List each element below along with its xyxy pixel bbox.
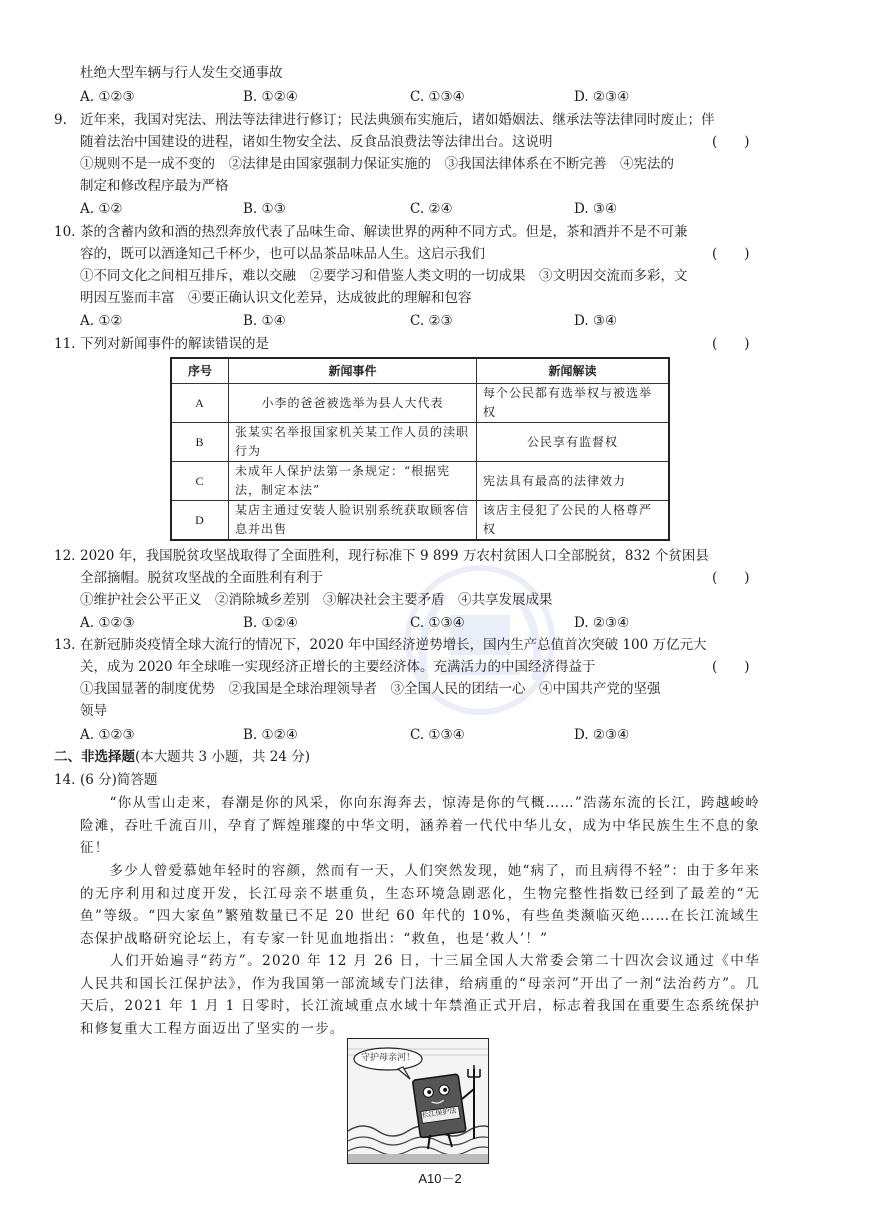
table-row: [171, 501, 669, 541]
q13-number: 13.: [54, 637, 76, 653]
q10-option-b[interactable]: B. ①④: [243, 313, 286, 329]
q9-option-c[interactable]: C. ②④: [410, 201, 453, 217]
q11-line-1: 下列对新闻事件的解读错误的是: [80, 336, 269, 352]
q9-line-2: 随着法治中国建设的进程，诸如生物安全法、反食品浪费法等法律出台。这说明: [80, 134, 553, 150]
q12-number: 12.: [54, 548, 76, 564]
q12-option-a[interactable]: A. ①②③: [80, 615, 135, 631]
q8-options: [80, 86, 760, 108]
table-cell-index: C: [171, 462, 229, 501]
table-cell-event: 小李的爸爸被选举为县人大代表: [229, 384, 477, 423]
q14-paragraph-3: 人们开始遍寻“药方”。2020 年 12 月 26 日，十三届全国人大常委会第二十四次会议通过《中华人民共和国长江保护法》，作为我国第一部流域专门法律，给病重的“母亲河”开出了一剂“法治药方”。几天后，2021 年 1 月 1 日零时，长江流域重点水域十年禁渔正式开启，标志着我国在重要生态系统保护和修复重大工程方面迈出了坚实的一步。: [80, 953, 760, 1037]
news-table: [170, 357, 670, 541]
q10-option-c[interactable]: C. ②③: [410, 313, 453, 329]
q13-line-1: 在新冠肺炎疫情全球大流行的情况下，2020 年中国经济逆势增长，国内生产总值首次突破 100 万亿元大: [80, 637, 707, 653]
q14-paragraph-2: 多少人曾爱慕她年轻时的容颜，然而有一天，人们突然发现，她“病了，而且病得不轻”：由于多年来的无序利用和过度开发，长江母亲不堪重负，生态环境急剧恶化，生物完整性指数已经到了最差的“无鱼”等级。“四大家鱼”繁殖数量已不足 20 世纪 60 年代的 10%，有些鱼类濒临灭绝……在长江流域生态保护战略研究论坛上，有专家一针见血地指出：“救鱼，也是‘救人’！”: [80, 863, 760, 947]
q10-answer-blank[interactable]: ( ): [712, 246, 750, 262]
q8-option-c[interactable]: C. ①③④: [410, 89, 465, 105]
q12-line-1: 2020 年，我国脱贫攻坚战取得了全面胜利，现行标准下 9 899 万农村贫困人口全部脱贫，832 个贫困县: [80, 548, 709, 564]
table-cell-index: A: [171, 384, 229, 423]
q12-option-c[interactable]: C. ①③④: [410, 615, 465, 631]
q10-option-a[interactable]: A. ①②: [80, 313, 123, 329]
table-header-interpretation: 新闻解读: [477, 358, 670, 384]
section-subtitle: (本大题共 3 小题，共 24 分): [135, 749, 310, 765]
q9-line-3: ①规则不是一成不变的 ②法律是由国家强制力保证实施的 ③我国法律体系在不断完善 ④宪法的: [80, 156, 674, 172]
table-row: [171, 462, 669, 501]
q13-line-4: 领导: [80, 703, 107, 719]
q13-line-2: 关，成为 2020 年全球唯一实现经济正增长的主要经济体。充满活力的中国经济得益于: [80, 659, 596, 675]
table-row: [171, 384, 669, 423]
table-header-index: 序号: [171, 358, 229, 384]
table-cell-event: 某店主通过安装人脸识别系统获取顾客信息并出售: [229, 501, 477, 541]
q13-answer-blank[interactable]: ( ): [712, 659, 750, 675]
q8-option-b[interactable]: B. ①②④: [243, 89, 298, 105]
q9-option-a[interactable]: A. ①②: [80, 201, 123, 217]
section-heading: [54, 746, 310, 768]
q12-line-2: 全部摘帽。脱贫攻坚战的全面胜利有利于: [80, 570, 323, 586]
q12-options: [80, 612, 760, 634]
q10-number: 10.: [54, 224, 76, 240]
q13-option-b[interactable]: B. ①②④: [243, 727, 298, 743]
q12-option-b[interactable]: B. ①②④: [243, 615, 298, 631]
q10-line-1: 茶的含蓄内敛和酒的热烈奔放代表了品味生命、解读世界的两种不同方式。但是，茶和酒并不是不可兼: [80, 224, 688, 240]
q10-options: [80, 310, 760, 332]
q13-option-a[interactable]: A. ①②③: [80, 727, 135, 743]
page-footer: A10－2: [418, 1171, 462, 1186]
q9-line-1: 近年来，我国对宪法、刑法等法律进行修订；民法典颁布实施后，诸如婚姻法、继承法等法律同时废止；伴: [80, 112, 715, 128]
q9-line-4: 制定和修改程序最为严格: [80, 178, 229, 194]
q8-option-a[interactable]: A. ①②③: [80, 89, 135, 105]
q13-line-3: ①我国显著的制度优势 ②我国是全球治理领导者 ③全国人民的团结一心 ④中国共产党的坚强: [80, 681, 661, 697]
q8-tail-line: 杜绝大型车辆与行人发生交通事故: [80, 65, 283, 81]
q9-answer-blank[interactable]: ( ): [712, 134, 750, 150]
section-title: 二、非选择题: [54, 749, 135, 765]
table-cell-index: D: [171, 501, 229, 541]
q9-option-d[interactable]: D. ③④: [574, 201, 618, 217]
q14-head: (6 分)简答题: [80, 772, 158, 788]
table-header-event: 新闻事件: [229, 358, 477, 384]
q8-option-d[interactable]: D. ②③④: [574, 89, 630, 105]
q10-line-4: 明因互鉴而丰富 ④要正确认识文化差异，达成彼此的理解和包容: [80, 290, 472, 306]
table-cell-index: B: [171, 423, 229, 462]
q12-answer-blank[interactable]: ( ): [712, 570, 750, 586]
q14-number: 14.: [54, 772, 76, 788]
q13-options: [80, 724, 760, 746]
table-row: [171, 423, 669, 462]
q9-option-b[interactable]: B. ①③: [243, 201, 286, 217]
q11-answer-blank[interactable]: ( ): [712, 336, 750, 352]
q10-line-2: 容的，既可以酒逢知己千杯少，也可以品茶品味品人生。这启示我们: [80, 246, 485, 262]
table-cell-interpretation: 每个公民都有选举权与被选举权: [477, 384, 670, 423]
q9-number: 9.: [54, 112, 67, 128]
q9-options: [80, 198, 760, 220]
q14-paragraph-1: “你从雪山走来，春潮是你的风采，你向东海奔去，惊涛是你的气概……”浩荡东流的长江，跨越峻岭险滩，吞吐千流百川，孕育了辉煌璀璨的中华文明，涵养着一代代中华儿女，成为中华民族生生不息的象征！: [80, 795, 760, 856]
table-header-row: [171, 358, 669, 384]
cartoon-bubble-text: 守护母亲河！: [360, 1053, 415, 1063]
q13-option-d[interactable]: D. ②③④: [574, 727, 630, 743]
table-cell-event: 未成年人保护法第一条规定：“根据宪法，制定本法”: [229, 462, 477, 501]
table-cell-event: 张某实名举报国家机关某工作人员的渎职行为: [229, 423, 477, 462]
table-cell-interpretation: 该店主侵犯了公民的人格尊严权: [477, 501, 670, 541]
q11-number: 11.: [54, 336, 76, 352]
q13-option-c[interactable]: C. ①③④: [410, 727, 465, 743]
table-cell-interpretation: 公民享有监督权: [477, 423, 670, 462]
cartoon-book-title: 长江保护法: [421, 1106, 457, 1120]
q10-option-d[interactable]: D. ③④: [574, 313, 618, 329]
q12-option-d[interactable]: D. ②③④: [574, 615, 630, 631]
table-cell-interpretation: 宪法具有最高的法律效力: [477, 462, 670, 501]
cartoon-illustration: [347, 1038, 489, 1164]
q12-line-3: ①维护社会公平正义 ②消除城乡差别 ③解决社会主要矛盾 ④共享发展成果: [80, 592, 553, 608]
q10-line-3: ①不同文化之间相互排斥，难以交融 ②要学习和借鉴人类文明的一切成果 ③文明因交流而多彩，文: [80, 268, 688, 284]
